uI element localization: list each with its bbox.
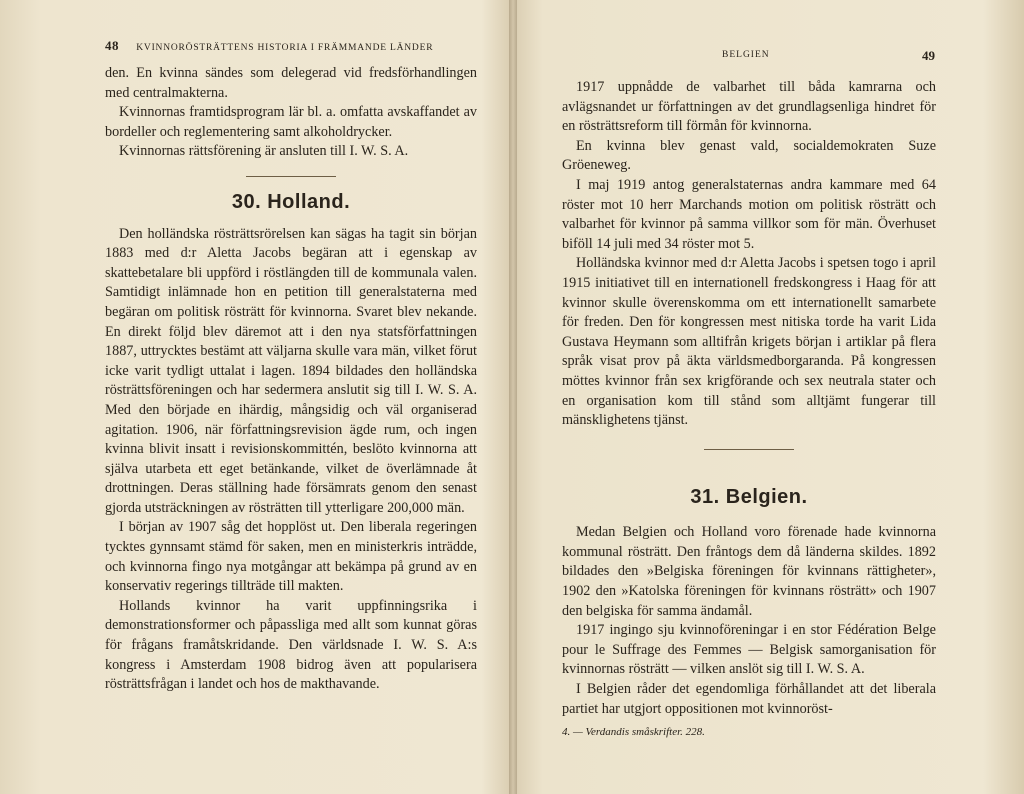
left-body-text	[105, 64, 477, 695]
left-page-number: 48	[105, 38, 119, 53]
left-paragraph: Hollands kvinnor ha varit uppfinningsrika i demonstrationsformer och påpassliga med allt som kunnat göras för frågans framåtskridande. Den världsnade I. W. S. A:s kongress i Amsterdam 1908 bidrog även att popularisera rösträttsfrågan i landet och hos de makthavande.	[105, 597, 477, 693]
right-paragraph: I Belgien råder det egendomliga förhållandet att det liberala partiet har utgjort oppositionen mot kvinnoröst-	[562, 681, 936, 717]
right-paragraph: 1917 ingingo sju kvinnoföreningar i en stor Fédération Belge pour le Suffrage des Femmes — Belgisk samorganisation för kvinnornas rösträtt — vilken anslöt sig till I. W. S. A.	[562, 622, 936, 678]
left-paragraph: Den holländska rösträttsrörelsen kan sägas ha tagit sin början 1883 med d:r Aletta Jacobs begäran att i egenskap av skattebetalare bli uppförd i röstlängden till de kommunala valen. Samtidigt inlämnade hon en petition till generalstaterna med begäran om politisk rösträtt för kvinnorna. Svaret blev nekande. En direkt följd blev däremot att i den nya statsförfattningen 1887, uttrycktes bestämt att väljarna skulle vara män, vilket förut icke varit tydligt uttalat i lagen. 1894 bildades den holländska rösträttsföreningen och har sedermera anslutit sig till I. W. S. A. Med den började en ihärdig, mångsidig och väl organiserad agitation. 1906, när författningsrevision ägde rum, och ingen kvinna blivit insatt i revisionskommittén, beslöto kvinnorna att själva utarbeta ett eget betänkande, vilket de överlämnade åt drottningen. Deras ställning hade försämrats genom den senast gjorda utsträckningen av rösträtten till ytterligare 200,000 män.	[105, 225, 477, 516]
section-title-holland: 30. Holland.	[231, 190, 351, 213]
right-page-number: 49	[922, 48, 935, 63]
left-running-head	[105, 38, 485, 54]
right-page	[512, 0, 1024, 794]
left-paragraph: I början av 1907 såg det hopplöst ut. Den liberala regeringen tycktes gynnsamt stämd för saken, men en ministerkris inträdde, och kvinnorna fingo nya motgångar att bekämpa på grund av en konservativ regerings tillträde till makten.	[105, 519, 477, 595]
right-running-head: BELGIEN	[722, 50, 770, 60]
section-title-belgien: 31. Belgien.	[690, 485, 808, 508]
right-paragraph: I maj 1919 antog generalstaternas andra kammare med 64 röster mot 10 herr Marchands motion om politisk rösträtt och valbarhet för kvinnor på samma villkor som för män. Överhuset biföll 14 juli med 34 röster mot 5.	[562, 176, 936, 252]
left-paragraph: den. En kvinna sändes som delegerad vid fredsförhandlingen med centralmakterna.	[105, 65, 477, 101]
left-paragraph: Kvinnornas framtidsprogram lär bl. a. omfatta avskaffandet av bordeller och reglementering samt alkoholdrycker.	[105, 104, 477, 140]
right-paragraph: En kvinna blev genast vald, socialdemokraten Suze Gröeneweg.	[562, 137, 936, 174]
left-running-title: KVINNORÖSTRÄTTENS HISTORIA I FRÄMMANDE LÄNDER	[136, 43, 434, 53]
right-paragraph: 1917 uppnådde de valbarhet till båda kamrarna och avlägsnandet ur författningen av det grundlagsenliga hindret för en rösträttsreform till förmån för kvinnorna.	[562, 79, 936, 135]
right-paragraph: Medan Belgien och Holland voro förenade hade kvinnorna kommunal rösträtt. Den fråntogs dem då länderna skildes. 1892 bildades den »Belgiska föreningen för kvinnans rättigheter», 1902 den »Katolska föreningen för kvinnans rösträtt» och 1907 den belgiska för samma ändamål.	[562, 524, 936, 619]
footnote: 4. — Verdandis småskrifter. 228.	[562, 726, 705, 739]
left-paragraph: Kvinnornas rättsförening är ansluten till I. W. S. A.	[119, 143, 409, 160]
section-divider	[246, 176, 336, 177]
right-paragraph: Holländska kvinnor med d:r Aletta Jacobs i spetsen togo i april 1915 initiativet till en internationell fredskongress i Haag för att kvinnor skulle överenskomma om ett internationellt samarbete för freden. Den för kongressen mest nitiska torde ha varit Lida Gustava Heymann som alltifrån krigets början i artiklar på flera språk visat prov på äkta världsmedborgaranda. På kongressen möttes kvinnor från sex krigförande och sex neutrala stater och en organisation kom till stånd som alltjämt fungerar till mänsklighetens tjänst.	[562, 255, 936, 429]
